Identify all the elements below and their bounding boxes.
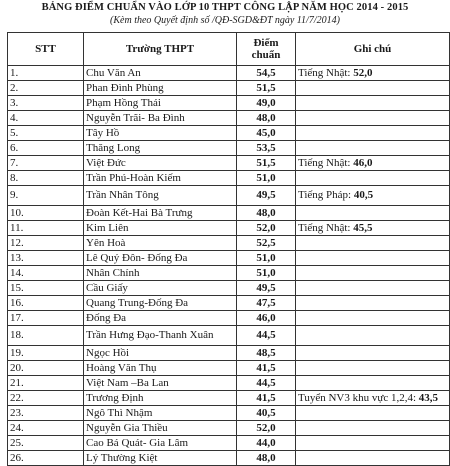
cell-score: 51,5 <box>237 81 296 96</box>
header-score-line2: chuẩn <box>251 49 281 61</box>
cell-note <box>296 81 450 96</box>
note-value: 46,0 <box>353 156 373 169</box>
cell-score: 44,0 <box>237 436 296 451</box>
cell-school: Tây Hồ <box>84 126 237 141</box>
cell-score: 49,0 <box>237 96 296 111</box>
table-row <box>8 281 450 296</box>
cell-school: Hoàng Văn Thụ <box>84 361 237 376</box>
cell-stt: 3. <box>8 96 84 111</box>
cell-score: 45,0 <box>237 126 296 141</box>
cell-stt: 6. <box>8 141 84 156</box>
cell-note <box>296 96 450 111</box>
cell-note <box>296 236 450 251</box>
cell-score: 51,0 <box>237 171 296 186</box>
score-table-body <box>8 66 450 466</box>
cell-note <box>296 376 450 391</box>
cell-stt: 19. <box>8 346 84 361</box>
cell-stt: 5. <box>8 126 84 141</box>
cell-note <box>296 421 450 436</box>
table-row <box>8 436 450 451</box>
cell-school: Trần Hưng Đạo-Thanh Xuân <box>84 326 237 346</box>
header-score-line1: Điểm <box>253 37 279 49</box>
cell-school: Lê Quý Đôn- Đống Đa <box>84 251 237 266</box>
cell-stt: 2. <box>8 81 84 96</box>
cell-stt: 24. <box>8 421 84 436</box>
cell-stt: 12. <box>8 236 84 251</box>
note-label: Tuyển NV3 khu vực 1,2,4: <box>298 391 419 404</box>
cell-school: Lý Thường Kiệt <box>84 451 237 466</box>
cell-score: 40,5 <box>237 406 296 421</box>
score-table-header <box>8 33 450 66</box>
cell-stt: 18. <box>8 326 84 346</box>
note-value: 40,5 <box>353 189 374 201</box>
cell-stt: 10. <box>8 206 84 221</box>
cell-school: Chu Văn An <box>84 66 237 81</box>
cell-stt: 1. <box>8 66 84 81</box>
table-row <box>8 126 450 141</box>
cell-score: 41,5 <box>237 391 296 406</box>
table-row <box>8 221 450 236</box>
table-row <box>8 96 450 111</box>
cell-stt: 25. <box>8 436 84 451</box>
document-subtitle: (Kèm theo Quyết định số /QĐ-SGD&ĐT ngày 11/7/2014) <box>110 15 340 26</box>
table-row <box>8 171 450 186</box>
header-stt: STT <box>8 33 84 66</box>
header-school: Trường THPT <box>84 33 237 66</box>
table-row <box>8 376 450 391</box>
cell-note <box>296 296 450 311</box>
table-row <box>8 206 450 221</box>
cell-score: 49,5 <box>237 281 296 296</box>
cell-school: Trần Phú-Hoàn Kiếm <box>84 171 237 186</box>
cell-score: 44,5 <box>237 326 296 346</box>
cell-school: Kim Liên <box>84 221 237 236</box>
note-label: Tiếng Nhật: <box>298 66 354 79</box>
note-value: 45,5 <box>353 221 373 234</box>
cell-stt: 4. <box>8 111 84 126</box>
cell-school: Trần Nhân Tông <box>84 186 237 206</box>
cell-stt: 20. <box>8 361 84 376</box>
cell-note <box>296 156 450 171</box>
cell-stt: 16. <box>8 296 84 311</box>
cell-score: 51,0 <box>237 266 296 281</box>
cell-score: 44,5 <box>237 376 296 391</box>
cell-note <box>296 391 450 406</box>
cell-school: Cao Bá Quát- Gia Lâm <box>84 436 237 451</box>
cell-score: 48,5 <box>237 346 296 361</box>
table-row <box>8 81 450 96</box>
cell-stt: 7. <box>8 156 84 171</box>
cell-stt: 13. <box>8 251 84 266</box>
score-table <box>7 32 450 466</box>
table-row <box>8 266 450 281</box>
cell-score: 51,0 <box>237 251 296 266</box>
cell-note <box>296 251 450 266</box>
note-label: Tiếng Nhật: <box>298 221 354 234</box>
cell-score: 54,5 <box>237 66 296 81</box>
cell-stt: 23. <box>8 406 84 421</box>
cell-note <box>296 281 450 296</box>
cell-note <box>296 66 450 81</box>
cell-stt: 8. <box>8 171 84 186</box>
table-row <box>8 326 450 346</box>
cell-stt: 15. <box>8 281 84 296</box>
header-row <box>8 33 450 66</box>
cell-score: 41,5 <box>237 361 296 376</box>
cell-school: Cầu Giấy <box>84 281 237 296</box>
cell-school: Việt Nam –Ba Lan <box>84 376 237 391</box>
cell-school: Nhân Chính <box>84 266 237 281</box>
note-label: Tiếng Nhật: <box>298 156 354 169</box>
cell-school: Việt Đức <box>84 156 237 171</box>
cell-note <box>296 451 450 466</box>
header-note: Ghi chú <box>296 33 450 66</box>
table-row <box>8 236 450 251</box>
cell-school: Nguyễn Trãi- Ba Đình <box>84 111 237 126</box>
cell-score: 48,0 <box>237 206 296 221</box>
cell-note <box>296 171 450 186</box>
cell-note <box>296 186 450 206</box>
table-row <box>8 361 450 376</box>
cell-school: Đoàn Kết-Hai Bà Trưng <box>84 206 237 221</box>
cell-note <box>296 141 450 156</box>
cell-school: Phan Đình Phùng <box>84 81 237 96</box>
cell-school: Phạm Hồng Thái <box>84 96 237 111</box>
cell-note <box>296 361 450 376</box>
cell-stt: 11. <box>8 221 84 236</box>
cell-note <box>296 126 450 141</box>
header-score <box>237 33 296 66</box>
cell-score: 52,5 <box>237 236 296 251</box>
table-row <box>8 311 450 326</box>
table-row <box>8 296 450 311</box>
cell-note <box>296 266 450 281</box>
cell-score: 48,0 <box>237 111 296 126</box>
cell-school: Đống Đa <box>84 311 237 326</box>
cell-stt: 26. <box>8 451 84 466</box>
cell-note <box>296 221 450 236</box>
cell-school: Thăng Long <box>84 141 237 156</box>
cell-school: Nguyễn Gia Thiều <box>84 421 237 436</box>
cell-score: 48,0 <box>237 451 296 466</box>
cell-score: 52,0 <box>237 421 296 436</box>
cell-stt: 9. <box>8 186 84 206</box>
cell-note <box>296 406 450 421</box>
table-row <box>8 391 450 406</box>
table-row <box>8 451 450 466</box>
cell-stt: 14. <box>8 266 84 281</box>
cell-stt: 22. <box>8 391 84 406</box>
cell-score: 53,5 <box>237 141 296 156</box>
table-row <box>8 186 450 206</box>
document-title: BẢNG ĐIỂM CHUẨN VÀO LỚP 10 THPT CÔNG LẬP NĂM HỌC 2014 - 2015 <box>41 2 409 13</box>
cell-school: Ngô Thì Nhậm <box>84 406 237 421</box>
cell-score: 52,0 <box>237 221 296 236</box>
cell-stt: 17. <box>8 311 84 326</box>
cell-note <box>296 346 450 361</box>
table-row <box>8 141 450 156</box>
note-value: 43,5 <box>418 391 439 404</box>
cell-note <box>296 326 450 346</box>
cell-note <box>296 206 450 221</box>
table-row <box>8 111 450 126</box>
note-label: Tiếng Pháp: <box>298 189 354 201</box>
cell-school: Quang Trung-Đống Đa <box>84 296 237 311</box>
table-row <box>8 66 450 81</box>
table-row <box>8 156 450 171</box>
cell-school: Ngọc Hồi <box>84 346 237 361</box>
cell-note <box>296 111 450 126</box>
cell-score: 47,5 <box>237 296 296 311</box>
cell-school: Yên Hoà <box>84 236 237 251</box>
table-row <box>8 346 450 361</box>
cell-score: 49,5 <box>237 186 296 206</box>
table-row <box>8 251 450 266</box>
note-value: 52,0 <box>353 66 373 79</box>
table-row <box>8 406 450 421</box>
table-row <box>8 421 450 436</box>
cell-note <box>296 436 450 451</box>
cell-score: 46,0 <box>237 311 296 326</box>
cell-stt: 21. <box>8 376 84 391</box>
cell-score: 51,5 <box>237 156 296 171</box>
cell-school: Trương Định <box>84 391 237 406</box>
cell-note <box>296 311 450 326</box>
